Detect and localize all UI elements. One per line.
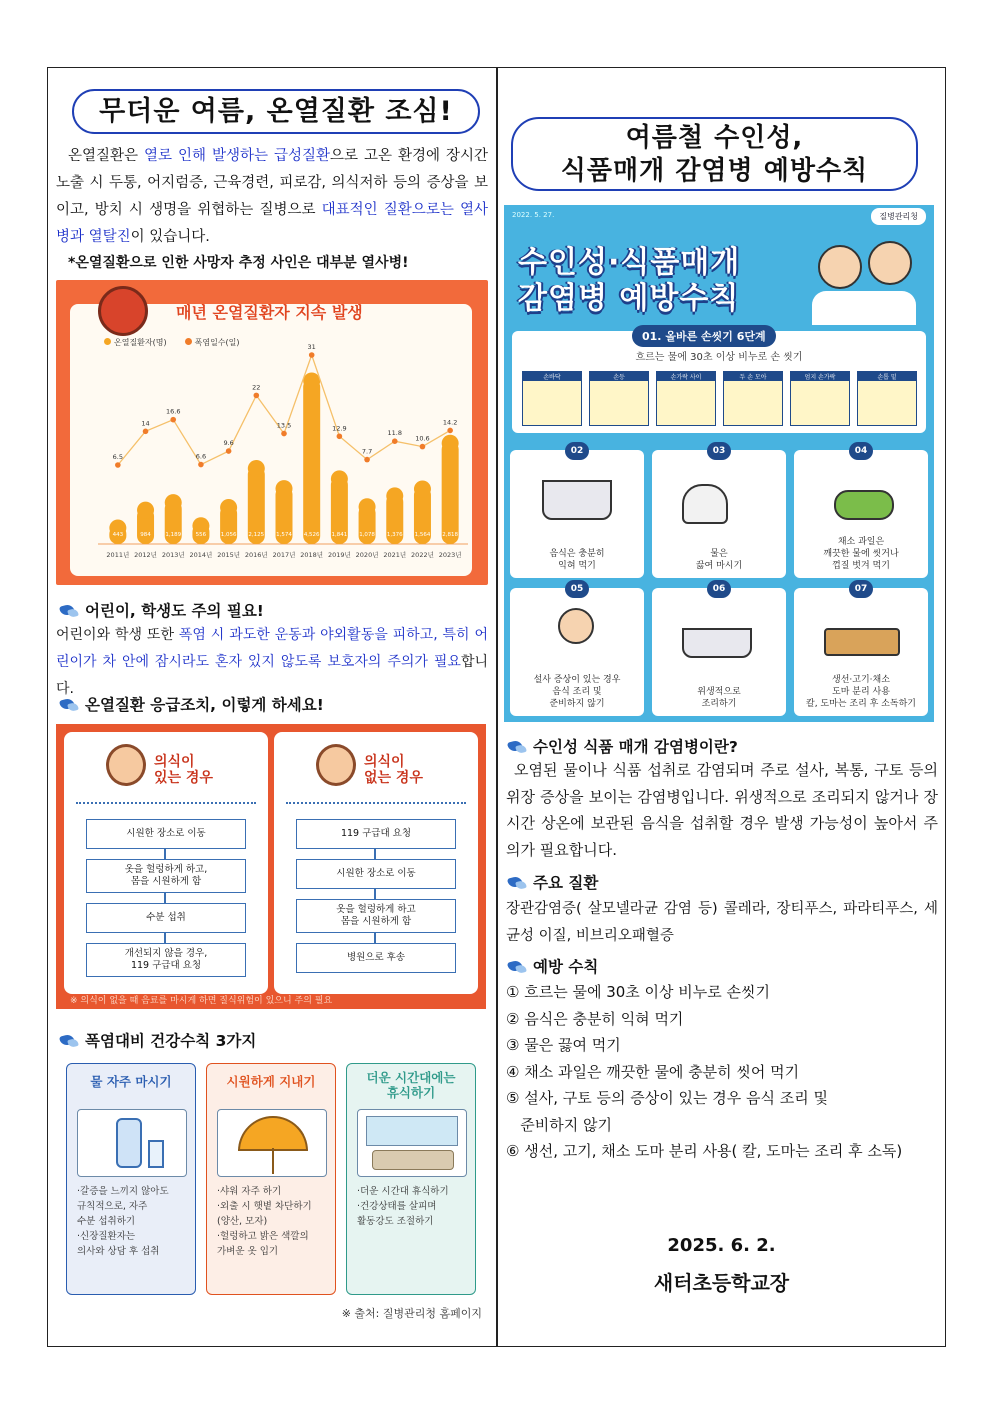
chart-bar (442, 441, 459, 544)
what-section-heading (508, 735, 738, 757)
poster-title-line1: 수인성·식품매개 (518, 245, 741, 280)
conscious-step-4: 개선되지 않을 경우, 119 구급대 요청 (86, 943, 246, 977)
intro-text-1: 온열질환은 (68, 148, 145, 164)
chart-bar-value: 443 (112, 532, 124, 538)
unconscious-card (274, 732, 478, 994)
chart-x-tick: 2021년 (383, 551, 407, 559)
tip-title: 물 자주 마시기 (90, 1074, 172, 1089)
pen-bullet-icon (508, 739, 527, 754)
chart-bar-head (248, 460, 265, 477)
card-number: 03 (707, 442, 731, 460)
chart-line-point (198, 462, 204, 468)
heat-illness-chart (56, 280, 488, 585)
hand-step-label: 엄지 손가락 (791, 372, 849, 381)
steaming-pot-icon (682, 628, 752, 658)
children-text (56, 622, 488, 703)
card-caption: 채소 과일은 깨끗한 물에 씻거나 껍질 벗겨 먹기 (823, 537, 899, 571)
chart-line-point (143, 429, 149, 435)
conscious-title-line1: 의식이 (154, 754, 195, 770)
chart-x-tick: 2023년 (438, 551, 462, 559)
chart-line-value: 11.8 (387, 429, 403, 438)
chart-line-value: 12.9 (332, 424, 347, 433)
intro-text-3: 이 있습니다. (130, 229, 210, 245)
infection-title-line2: 식품매개 감염병 예방수칙 (560, 156, 869, 186)
tip-line: 가벼운 옷 입기 (217, 1246, 279, 1257)
chart-x-tick: 2020년 (355, 551, 379, 559)
hand-step-label: 두 손 모아 (724, 372, 782, 381)
document-date: 2025. 6. 2. (667, 1235, 776, 1256)
tip-title: 시원하게 지내기 (226, 1074, 316, 1089)
diseases-text: 장관감염증( 살모넬라균 감염 등) 콜레라, 장티푸스, 파라티푸스, 세균성 이질, 비브리오패혈증 (506, 901, 938, 944)
poster-card-05 (510, 584, 644, 716)
unconscious-title-line1: 의식이 (364, 754, 405, 770)
chart-line-point (392, 438, 398, 444)
prevention-item: ① 흐르는 물에 30초 이상 비누로 손씻기 (506, 983, 771, 1001)
tips-section-title: 폭염대비 건강수칙 3가지 (85, 1032, 257, 1050)
unconscious-card-title (364, 754, 423, 786)
column-divider (496, 67, 498, 1347)
hand-step-label: 손가락 사이 (657, 372, 715, 381)
conscious-card (64, 732, 268, 994)
poster-card-07 (794, 584, 928, 716)
chart-x-tick: 2022년 (411, 551, 434, 559)
source-note: ※ 출처: 질병관리청 홈페이지 (341, 1307, 482, 1320)
chart-x-tick: 2012년 (134, 551, 157, 559)
tip-line: ·헐렁하고 밝은 색깔의 (217, 1231, 309, 1242)
prevention-item: ③ 물은 끓여 먹기 (506, 1036, 621, 1054)
chart-bar (303, 379, 320, 544)
conscious-title-line2: 있는 경우 (154, 770, 213, 786)
faucet-vegetables-icon (834, 490, 894, 520)
card-number: 05 (565, 580, 589, 598)
unconscious-step-1: 119 구급대 요청 (296, 819, 456, 849)
poster-date: 2022. 5. 27. (512, 211, 555, 219)
handwashing-panel (512, 331, 926, 433)
chart-line-value: 14.2 (442, 418, 458, 427)
poster-card-03 (652, 446, 786, 578)
tip-line: ·신장질환자는 (77, 1231, 136, 1242)
chart-bar-value: 984 (140, 532, 151, 538)
chart-bar-head (442, 435, 459, 452)
prevention-item: 준비하지 않기 (506, 1115, 613, 1134)
chart-bar-head (220, 499, 237, 516)
chart-line-value: 7.7 (361, 447, 373, 456)
intro-highlight-2: 대표적인 질환으로는 열사병과 열탈진 (56, 202, 489, 245)
tip-text (357, 1184, 472, 1229)
cutting-board-icon (824, 628, 900, 656)
infection-title-line1: 여름철 수인성, (625, 123, 804, 153)
heatstroke-note: *온열질환으로 인한 사망자 추정 사인은 대부분 열사병! (68, 255, 409, 271)
firstaid-section-heading (60, 693, 324, 715)
intro-highlight-1: 열로 인해 발생하는 급성질환 (144, 148, 331, 164)
wave-divider (76, 802, 256, 806)
legend-days-label: 폭염일수(일) (194, 338, 240, 347)
children-text-1: 어린이와 학생 또한 (56, 627, 179, 643)
tip-line: 의사와 상담 후 섭취 (77, 1246, 160, 1257)
chart-line-point (337, 433, 343, 439)
parasol-icon (217, 1109, 327, 1177)
chart-bar-value: 1,078 (359, 532, 375, 538)
chart-bar-head (386, 487, 403, 504)
chart-x-tick: 2013년 (161, 551, 185, 559)
tips-section-heading (60, 1029, 256, 1051)
chart-bar-value: 1,574 (276, 532, 292, 538)
tip-text (217, 1184, 332, 1259)
hand-step-back-icon (589, 371, 649, 426)
poster-card-02 (510, 446, 644, 578)
step-arrow (374, 889, 376, 899)
chart-bar-head (331, 470, 348, 487)
chart-line-value: 9.6 (223, 439, 234, 448)
chart-line-point (115, 462, 121, 468)
chart-bar-value: 1,376 (386, 532, 403, 538)
what-text: 오염된 물이나 식품 섭취로 감염되며 주로 설사, 복통, 구토 등의 위장 증상을 보이는 감염병입니다. 위생적으로 조리되지 않거나 장시간 상온에 보관된 음식을 섭취할 경우 발생 가능성이 높아서 주의가 필요합니다. (506, 761, 938, 859)
chart-bar-head (303, 373, 320, 390)
cooking-pot-icon (542, 480, 612, 520)
step-arrow (164, 933, 166, 943)
chart-bar-value: 4,526 (303, 532, 320, 538)
chart-x-tick: 2016년 (244, 551, 268, 559)
chart-line-point (281, 431, 287, 437)
tip-rest (346, 1063, 476, 1295)
chart-x-tick: 2014년 (189, 551, 213, 559)
children-text-2: 합니다. (56, 654, 488, 697)
step-arrow (164, 893, 166, 903)
chart-line-point (420, 444, 426, 450)
unconscious-step-2: 시원한 장소로 이동 (296, 859, 456, 889)
card-number: 07 (849, 580, 873, 598)
unconscious-title-line2: 없는 경우 (364, 770, 423, 786)
card-caption: 설사 증상이 있는 경우 음식 조리 및 준비하지 않기 (533, 675, 621, 709)
tip-line: 활동강도 조절하기 (357, 1216, 434, 1227)
children-section-title: 어린이, 학생도 주의 필요! (85, 602, 264, 620)
chart-bar-head (137, 502, 154, 519)
chart-line-value: 22 (252, 383, 261, 392)
tip-line: (양산, 모자) (217, 1216, 268, 1227)
card-caption: 물은 끓여 마시기 (695, 549, 743, 571)
tip-title: 더운 시간대에는 휴식하기 (366, 1070, 456, 1100)
tip-line: 규칙적으로, 자주 (77, 1201, 148, 1212)
children-section-heading (60, 599, 264, 621)
poster-card-04 (794, 446, 928, 578)
chart-line-point (226, 448, 232, 454)
chart-bar-head (276, 480, 293, 497)
diseases-section-heading (508, 871, 598, 893)
hand-step-label: 손바닥 (523, 372, 581, 381)
hand-step-nails-icon (857, 371, 917, 426)
step-arrow (374, 849, 376, 859)
step-arrow (374, 933, 376, 943)
pen-bullet-icon (508, 959, 527, 974)
chart-title: 매년 온열질환자 지속 발생 (176, 303, 363, 322)
chart-bar-value: 1,841 (331, 532, 348, 538)
chart-line-point (447, 428, 453, 434)
prevention-section-heading (508, 955, 598, 977)
hand-step-label: 손톱 밑 (858, 372, 916, 381)
worried-child-face-icon (106, 744, 146, 786)
conscious-step-1: 시원한 장소로 이동 (86, 819, 246, 849)
prevention-list (506, 979, 938, 1165)
chart-line-point (254, 393, 260, 399)
chart-line-value: 6.6 (195, 452, 207, 461)
prevention-item: ⑥ 생선, 고기, 채소 도마 분리 사용( 칼, 도마는 조리 후 소독) (506, 1142, 903, 1160)
prevention-item: ④ 채소 과일은 깨끗한 물에 충분히 씻어 먹기 (506, 1062, 800, 1081)
step-arrow (164, 849, 166, 859)
chart-x-tick: 2019년 (327, 551, 351, 559)
chart-line-value: 31 (307, 343, 316, 351)
principal-signature: 새터초등학교장 (653, 1271, 790, 1295)
tip-stay-cool (206, 1063, 336, 1295)
chart-bar-head (414, 480, 431, 497)
conscious-step-3: 수분 섭취 (86, 903, 246, 933)
chart-bar-value: 1,189 (165, 532, 182, 538)
doctors-illustration-icon (810, 235, 920, 325)
card-caption: 음식은 충분히 익혀 먹기 (549, 549, 605, 571)
handwashing-subtitle: 흐르는 물에 30초 이상 비누로 손 씻기 (635, 352, 803, 363)
chart-line-point (170, 417, 176, 423)
chart-line-value: 6.5 (112, 453, 124, 461)
tip-line: ·건강상태를 살피며 (357, 1201, 437, 1212)
tip-line: ·샤워 자주 하기 (217, 1186, 282, 1197)
heat-illness-intro (56, 143, 488, 251)
prevention-section-title: 예방 수칙 (533, 958, 599, 976)
tip-text (77, 1184, 192, 1259)
firstaid-section-title: 온열질환 응급조치, 이렇게 하세요! (85, 696, 324, 714)
chef-icon (558, 608, 594, 644)
chart-plot (56, 280, 488, 585)
sofa-icon (357, 1109, 467, 1177)
health-tips (56, 1057, 486, 1302)
children-highlight: 폭염 시 과도한 운동과 야외활동을 피하고, 특히 어린이가 차 안에 잠시라도 혼자 있지 않도록 보호자의 주의가 필요 (56, 627, 488, 670)
chart-line-point (309, 352, 315, 358)
poster-org-badge: 질병관리청 (871, 208, 926, 225)
firstaid-infographic (56, 724, 486, 1009)
chart-bar-head (359, 498, 376, 515)
what-section-title: 수인성 식품 매개 감염병이란? (533, 738, 738, 756)
card-caption: 생선·고기·채소 도마 분리 사용 칼, 도마는 조리 후 소독하기 (806, 675, 916, 709)
tip-line: 수분 섭취하기 (77, 1216, 136, 1227)
pen-bullet-icon (60, 1033, 79, 1048)
poster-title-line2: 감염병 예방수칙 (518, 281, 740, 316)
handwashing-heading: 01. 올바른 손씻기 6단계 (632, 325, 776, 347)
pen-bullet-icon (60, 603, 79, 618)
card-number: 02 (565, 442, 589, 460)
prevention-item: ② 음식은 충분히 익혀 먹기 (506, 1009, 684, 1028)
water-bottle-icon (77, 1109, 187, 1177)
hand-step-together-icon (723, 371, 783, 426)
card-number: 04 (849, 442, 873, 460)
card-caption: 위생적으로 조리하기 (697, 687, 741, 709)
chart-line-value: 16.6 (165, 407, 181, 416)
heat-illness-title: 무더운 여름, 온열질환 조심! (72, 89, 480, 134)
hand-step-thumb-icon (790, 371, 850, 426)
prevention-item: ⑤ 설사, 구토 등의 증상이 있는 경우 음식 조리 및 (506, 1089, 828, 1107)
prevention-poster (504, 205, 934, 722)
poster-card-06 (652, 584, 786, 716)
fainted-child-face-icon (316, 744, 356, 786)
hand-step-label: 손등 (590, 372, 648, 381)
tip-line: ·더운 시간대 휴식하기 (357, 1186, 449, 1197)
chart-bar-value: 2,125 (248, 532, 265, 538)
conscious-card-title (154, 754, 213, 786)
chart-line-point (364, 457, 370, 463)
intro-text-2: 으로 고온 환경에 장시간 노출 시 두통, 어지럼증, 근육경련, 피로감, 의식저하 등의 증상을 보이고, 방치 시 생명을 위협하는 질병으로 (56, 148, 488, 218)
wave-divider (286, 802, 466, 806)
pen-bullet-icon (60, 697, 79, 712)
chart-bar-value: 1,564 (414, 532, 431, 538)
unconscious-step-4: 병원으로 후송 (296, 943, 456, 973)
chart-bar-head (165, 494, 182, 511)
hand-step-fingers-icon (656, 371, 716, 426)
chart-line-value: 13.5 (276, 421, 292, 430)
chart-bar-value: 556 (195, 532, 207, 538)
chart-line-value: 10.6 (415, 434, 430, 443)
diseases-section-title: 주요 질환 (533, 874, 599, 892)
unconscious-step-3: 옷을 헐렁하게 하고 몸을 시원하게 함 (296, 899, 456, 933)
chart-x-tick: 2018년 (300, 551, 324, 559)
chart-x-tick: 2015년 (217, 551, 241, 559)
tip-drink-water (66, 1063, 196, 1295)
chart-bar-value: 2,818 (442, 532, 459, 538)
chart-line-value: 14 (141, 419, 150, 428)
conscious-step-2: 옷을 헐렁하게 하고, 몸을 시원하게 함 (86, 859, 246, 893)
chart-bar-value: 1,056 (220, 532, 237, 538)
chart-x-tick: 2017년 (272, 551, 296, 559)
chart-x-tick: 2011년 (106, 551, 130, 559)
legend-patients-label: 온열질환자(명) (114, 338, 167, 347)
kettle-icon (682, 484, 728, 524)
pen-bullet-icon (508, 875, 527, 890)
tip-line: ·갈증을 느끼지 않아도 (77, 1186, 169, 1197)
firstaid-note: ※ 의식이 없을 때 음료를 마시게 하면 질식위험이 있으니 주의 필요 (70, 996, 333, 1006)
hand-step-palm-icon (522, 371, 582, 426)
poster-title (518, 245, 740, 317)
tip-line: ·외출 시 햇볕 차단하기 (217, 1201, 312, 1212)
infection-title (511, 117, 918, 191)
card-number: 06 (707, 580, 731, 598)
